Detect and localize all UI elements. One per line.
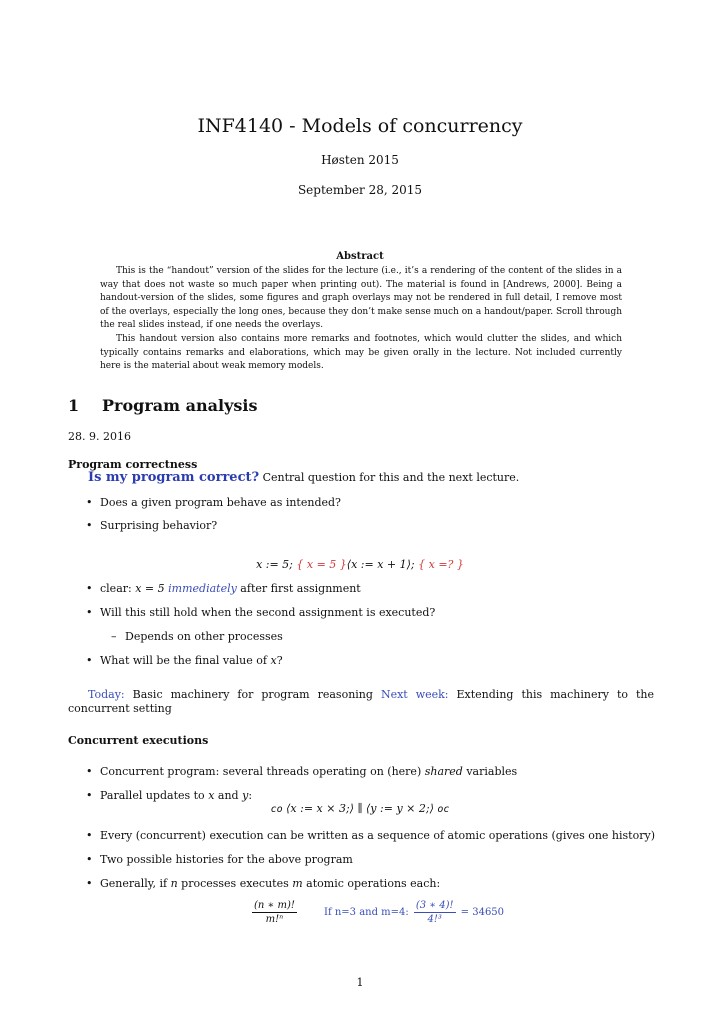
- today-label: Today:: [88, 688, 125, 701]
- example-numerator: (3 ∗ 4)!: [415, 900, 454, 911]
- bullet-text-pre: Concurrent program: several threads operating on (here): [100, 765, 425, 778]
- bullet-item: [86, 829, 655, 842]
- concurrent-executions-heading: Concurrent executions: [68, 734, 209, 747]
- assertion-1: { x = 5 }: [296, 558, 347, 571]
- program-correctness-heading: Program correctness: [68, 458, 198, 471]
- bullet-text-pre: What will be the final value of: [100, 654, 271, 667]
- central-question: [88, 470, 519, 485]
- bullet-text-pre: Generally, if: [100, 877, 171, 890]
- section-title: Program analysis: [102, 396, 258, 415]
- keyword-co: co: [270, 804, 283, 815]
- co-oc-statement: [0, 802, 720, 815]
- abstract-paragraph-1: [100, 265, 622, 333]
- fraction-numerator: (n ∗ m)!: [254, 900, 295, 911]
- document-date: September 28, 2015: [297, 183, 423, 197]
- today-next-week-paragraph: [68, 688, 654, 716]
- bullet-item: [86, 877, 441, 890]
- bullet-item: [86, 606, 436, 619]
- var-n: n: [170, 877, 178, 890]
- assertion-2: { x =? }: [418, 558, 464, 571]
- example-label: If n=3 and m=4:: [324, 907, 409, 918]
- bullet-emphasis: shared: [424, 765, 463, 778]
- abstract-paragraph-2: [100, 333, 622, 374]
- bullet-text-post: after first assignment: [236, 582, 361, 595]
- example-fraction: [414, 900, 456, 925]
- next-week-text: Extending this machinery to the concurrent setting: [68, 688, 655, 715]
- sub-bullet-item: [111, 630, 283, 643]
- bullet-text-and: and: [214, 789, 243, 802]
- bullet-dot-icon: •: [86, 877, 93, 890]
- bullet-dot-icon: •: [86, 853, 93, 866]
- fraction-denominator: m!ⁿ: [265, 914, 284, 925]
- history-count-formula: [252, 900, 504, 925]
- bullet-text-mid: processes executes: [177, 877, 293, 890]
- today-text: Basic machinery for program reasoning: [124, 688, 381, 701]
- bullet-text-post: atomic operations each:: [302, 877, 441, 890]
- document-author: Høsten 2015: [321, 153, 399, 167]
- bullet-text-post: ?: [276, 654, 283, 667]
- bullet-dot-icon: •: [86, 496, 93, 509]
- bullet-item: [86, 496, 341, 509]
- bullet-dot-icon: •: [86, 519, 93, 532]
- bullet-math: x: [270, 654, 277, 667]
- abstract-text-2: This handout version also contains more remarks and footnotes, which would clutter the slides, and which typically contains remarks and elaborations, which may be given orally in the lecture. Not included currently here is the material about weak memory models.: [100, 334, 622, 372]
- section-number: 1: [68, 396, 80, 415]
- abstract-text-1: This is the “handout” version of the slides for the lecture (i.e., it’s a rendering of the content of the slides in a way that does not waste so much paper when printing out). The material is found in [Andrews, 2000]. Being a handout-version of the slides, some figures and graph overlays may not be rendered in full detail, I remove most of the overlays, especially the long ones, because they don’t make sense much on a handout/paper. Scroll through the real slides instead, if one needs the overlays.: [100, 266, 622, 331]
- bullet-item: [86, 765, 518, 778]
- page-number: 1: [356, 976, 364, 989]
- bullet-colon: :: [248, 789, 253, 802]
- bullet-item: [86, 789, 253, 802]
- general-fraction: [252, 900, 297, 925]
- bullet-dot-icon: •: [86, 829, 93, 842]
- question-tail: Central question for this and the next lecture.: [262, 471, 520, 484]
- bullet-text: Surprising behavior?: [100, 519, 218, 532]
- bullet-text-post: variables: [462, 765, 518, 778]
- equation-part-1: x := 5;: [256, 558, 297, 571]
- next-week-label: Next week:: [380, 688, 449, 701]
- bullet-dot-icon: •: [86, 582, 93, 595]
- example-denominator: 4!³: [427, 914, 442, 925]
- document-title: INF4140 - Models of concurrency: [197, 115, 523, 137]
- var-x: x: [208, 789, 215, 802]
- bullet-text-pre: clear:: [100, 582, 136, 595]
- abstract-heading: Abstract: [336, 251, 384, 262]
- section-date: 28. 9. 2016: [68, 430, 131, 443]
- bullet-text: Will this still hold when the second assignment is executed?: [100, 606, 436, 619]
- example-result: = 34650: [460, 907, 505, 918]
- sub-bullet-text: Depends on other processes: [125, 630, 283, 643]
- bullet-dot-icon: •: [86, 789, 93, 802]
- bullet-math: x = 5: [135, 582, 169, 595]
- var-m: m: [292, 877, 303, 890]
- bullet-text: Does a given program behave as intended?: [100, 496, 341, 509]
- bullet-dot-icon: •: [86, 765, 93, 778]
- bullet-dot-icon: •: [86, 654, 93, 667]
- question-highlight: Is my program correct?: [88, 470, 260, 485]
- bullet-emphasis: immediately: [168, 582, 237, 595]
- keyword-oc: oc: [437, 804, 450, 815]
- bullet-item: [86, 519, 218, 532]
- bullet-dot-icon: •: [86, 606, 93, 619]
- bullet-item: [86, 654, 283, 667]
- equation-part-2: ⟨x := x + 1⟩;: [346, 558, 419, 571]
- hoare-equation: [0, 558, 720, 571]
- bullet-text-pre: Parallel updates to: [100, 789, 209, 802]
- bullet-item: [86, 853, 353, 866]
- bullet-text: Two possible histories for the above program: [100, 853, 353, 866]
- dash-icon: –: [111, 630, 117, 643]
- parallel-body: ⟨x := x × 3;⟩ ∥ ⟨y := y × 2;⟩: [282, 802, 438, 815]
- section-heading: [68, 396, 257, 415]
- bullet-text: Every (concurrent) execution can be written as a sequence of atomic operations (gives one history): [100, 829, 655, 842]
- bullet-item: [86, 582, 361, 595]
- var-y: y: [242, 789, 249, 802]
